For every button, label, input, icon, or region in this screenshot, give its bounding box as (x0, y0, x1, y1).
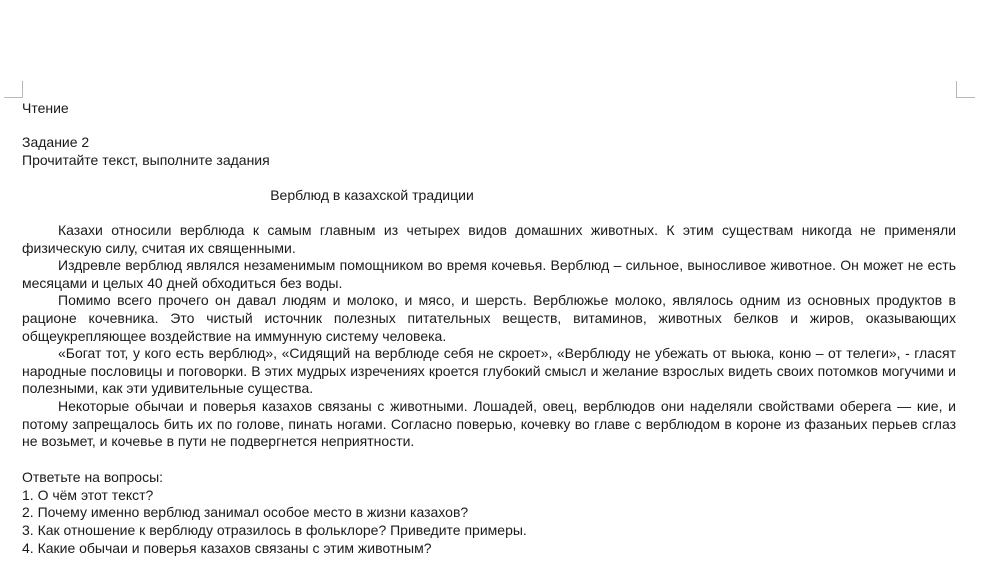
paragraph: Издревле верблюд являлся незаменимым помощником во время кочевья. Верблюд – сильное, выносливое животное. Он может не есть месяцами и целых 40 дней обходиться без воды. (22, 257, 956, 291)
paragraph: Помимо всего прочего он давал людям и молоко, и мясо, и шерсть. Верблюжье молоко, являлось одним из основных продуктов в рационе кочевника. Это чистый источник полезных питательных веществ, витаминов, животных белков и жиров, оказывающих общеукрепляющее воздействие на иммунную систему человека. (22, 292, 956, 344)
text-title: Верблюд в казахской традиции (270, 187, 474, 203)
question-item: 2. Почему именно верблюд занимал особое место в жизни казахов? (22, 504, 469, 521)
paragraph: Некоторые обычаи и поверья казахов связаны с животными. Лошадей, овец, верблюдов они наделяли свойствами оберега — кие, и потому запрещалось бить их по голове, пинать ногами. Согласно поверью, кочевку во главе с верблюдом в короне из фазаньих перьев сглаз не возьмет, и кочевье в пути не подвергнется неприятности. (22, 397, 956, 450)
questions-block (22, 469, 956, 558)
paragraph: Казахи относили верблюда к самым главным из четырех видов домашних животных. К этим существам никогда не применяли физическую силу, считая их священными. (22, 222, 956, 256)
task-instruction: Прочитайте текст, выполните задания (22, 152, 270, 168)
questions-header: Ответьте на вопросы: (22, 468, 164, 485)
page-corner-marker-left (4, 81, 23, 98)
section-title: Чтение (22, 100, 69, 116)
task-title: Задание 2 (22, 134, 90, 150)
question-item: 4. Какие обычаи и поверья казахов связаны с этим животным? (22, 539, 432, 556)
text-body (22, 222, 956, 451)
document-page (22, 99, 956, 558)
question-item: 3. Как отношение к верблюду отразилось в фольклоре? Приведите примеры. (22, 522, 527, 539)
question-item: 1. О чём этот текст? (22, 486, 154, 503)
page-corner-marker-right (956, 81, 975, 98)
paragraph: «Богат тот, у кого есть верблюд», «Сидящий на верблюде себя не скроет», «Верблюду не убежать от вьюка, коню – от телеги», - гласят народные пословицы и поговорки. В этих мудрых изречениях кроется глубокий смысл и желание взрослых видеть своих потомков могучими и полезными, как эти удивительные существа. (22, 345, 956, 397)
task-block (22, 133, 956, 169)
